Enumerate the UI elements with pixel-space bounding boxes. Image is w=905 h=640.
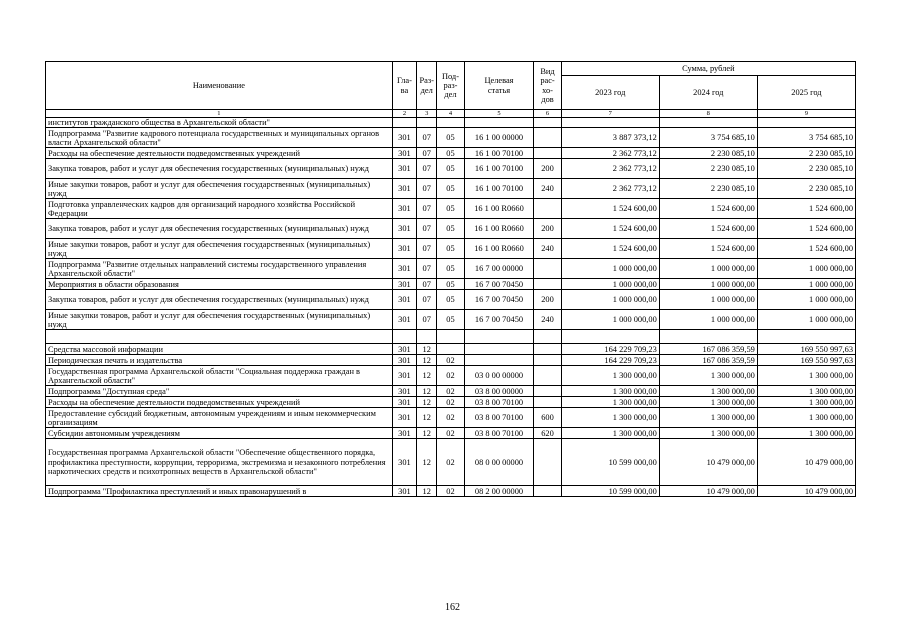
row-subsection: 05 [437,179,464,199]
header-section: Раз- дел [417,62,437,110]
row-subsection: 05 [437,199,464,219]
row-name: Предоставление субсидий бюджетным, автономным учреждениям и иным некоммерческим организациям [46,408,393,428]
row-subsection [437,330,464,344]
row-sum-2024 [659,330,757,344]
row-chapter: 301 [392,239,416,259]
column-number-row [46,110,856,118]
page-number: 162 [445,602,460,613]
row-section: 07 [417,239,437,259]
row-name: Субсидии автономным учреждениям [46,428,393,439]
row-subsection: 05 [437,279,464,290]
row-chapter: 301 [392,199,416,219]
row-section: 07 [417,290,437,310]
row-subsection: 05 [437,290,464,310]
row-expense-type: 200 [534,290,561,310]
table-row [46,428,856,439]
table-row [46,128,856,148]
budget-table [45,61,856,497]
row-expense-type: 620 [534,428,561,439]
row-expense-type [534,386,561,397]
row-subsection: 05 [437,159,464,179]
header-expense-type: Вид рас- хо- дов [534,62,561,110]
row-name: Расходы на обеспечение деятельности подведомственных учреждений [46,148,393,159]
column-number: 8 [659,110,757,118]
row-expense-type: 240 [534,310,561,330]
row-chapter: 301 [392,486,416,497]
row-sum-2023: 1 524 600,00 [561,219,659,239]
table-row [46,279,856,290]
row-sum-2025: 1 524 600,00 [757,239,855,259]
row-subsection: 02 [437,397,464,408]
row-section: 07 [417,259,437,279]
row-subsection: 05 [437,259,464,279]
table-row [46,199,856,219]
header-name: Наименование [46,62,393,110]
row-sum-2025: 2 230 085,10 [757,159,855,179]
row-target-item [464,344,534,355]
row-sum-2023: 1 000 000,00 [561,259,659,279]
row-section [417,118,437,128]
row-sum-2024: 1 000 000,00 [659,310,757,330]
row-name: Государственная программа Архангельской области "Социальная поддержка граждан в Архангельской области" [46,366,393,386]
row-sum-2024: 1 524 600,00 [659,219,757,239]
row-sum-2024: 1 300 000,00 [659,428,757,439]
row-sum-2024: 1 300 000,00 [659,366,757,386]
row-sum-2023: 2 362 773,12 [561,148,659,159]
row-subsection: 02 [437,439,464,486]
row-target-item: 16 7 00 70450 [464,279,534,290]
row-chapter: 301 [392,408,416,428]
row-chapter: 301 [392,148,416,159]
row-expense-type [534,344,561,355]
row-sum-2025: 169 550 997,63 [757,355,855,366]
column-number: 7 [561,110,659,118]
row-name: Закупка товаров, работ и услуг для обеспечения государственных (муниципальных) нужд [46,219,393,239]
row-target-item [464,355,534,366]
row-chapter: 301 [392,355,416,366]
row-name: Государственная программа Архангельской области "Обеспечение общественного порядка, профилактика преступности, коррупции, терроризма, экстремизма и незаконного потребления наркотических средств и психотропных веществ в Архангельской области" [46,439,393,486]
row-section: 07 [417,279,437,290]
row-sum-2024: 2 230 085,10 [659,159,757,179]
row-sum-2024: 1 524 600,00 [659,199,757,219]
row-target-item: 16 1 00 70100 [464,179,534,199]
row-subsection: 02 [437,428,464,439]
row-name: Иные закупки товаров, работ и услуг для обеспечения государственных (муниципальных) нужд [46,239,393,259]
row-sum-2023: 10 599 000,00 [561,439,659,486]
row-target-item: 03 8 00 70100 [464,408,534,428]
row-section: 12 [417,344,437,355]
row-section: 12 [417,408,437,428]
row-sum-2025: 1 300 000,00 [757,428,855,439]
row-chapter [392,118,416,128]
row-sum-2024: 2 230 085,10 [659,179,757,199]
header-year-2024: 2024 год [659,76,757,110]
header-year-2025: 2025 год [757,76,855,110]
row-target-item: 16 1 00 R0660 [464,239,534,259]
row-chapter: 301 [392,439,416,486]
row-expense-type [534,199,561,219]
table-row [46,486,856,497]
row-section: 12 [417,366,437,386]
row-sum-2024: 10 479 000,00 [659,439,757,486]
row-section: 07 [417,148,437,159]
row-name: Иные закупки товаров, работ и услуг для обеспечения государственных (муниципальных) нужд [46,310,393,330]
row-subsection: 02 [437,366,464,386]
column-number: 6 [534,110,561,118]
row-sum-2023: 2 362 773,12 [561,179,659,199]
header-subsection: Под- раз- дел [437,62,464,110]
table-row [46,118,856,128]
row-expense-type [534,366,561,386]
column-number: 1 [46,110,393,118]
row-sum-2023: 10 599 000,00 [561,486,659,497]
row-sum-2025: 1 000 000,00 [757,259,855,279]
row-sum-2023: 1 000 000,00 [561,290,659,310]
table-row [46,239,856,259]
row-section: 07 [417,159,437,179]
table-row [46,386,856,397]
row-name: Закупка товаров, работ и услуг для обеспечения государственных (муниципальных) нужд [46,159,393,179]
row-sum-2023: 164 229 709,23 [561,355,659,366]
row-target-item: 16 1 00 70100 [464,148,534,159]
table-row [46,179,856,199]
row-name: Расходы на обеспечение деятельности подведомственных учреждений [46,397,393,408]
row-expense-type [534,355,561,366]
row-expense-type [534,279,561,290]
header-sum-group: Сумма, рублей [561,62,855,76]
row-subsection: 05 [437,310,464,330]
row-name: Подпрограмма "Развитие кадрового потенциала государственных и муниципальных органов власти Архангельской области" [46,128,393,148]
row-section: 07 [417,199,437,219]
row-chapter: 301 [392,386,416,397]
row-name: Подготовка управленческих кадров для организаций народного хозяйства Российской Федерации [46,199,393,219]
row-sum-2025: 169 550 997,63 [757,344,855,355]
row-sum-2025: 1 300 000,00 [757,397,855,408]
row-subsection: 02 [437,386,464,397]
row-sum-2023: 1 524 600,00 [561,239,659,259]
header-target-item: Целевая статья [464,62,534,110]
row-sum-2025 [757,118,855,128]
table-row [46,439,856,486]
row-expense-type [534,148,561,159]
row-sum-2023: 1 000 000,00 [561,279,659,290]
row-sum-2024: 10 479 000,00 [659,486,757,497]
row-name: Подпрограмма "Профилактика преступлений и иных правонарушений в [46,486,393,497]
row-sum-2024: 1 000 000,00 [659,290,757,310]
row-sum-2025: 10 479 000,00 [757,439,855,486]
row-target-item: 16 1 00 00000 [464,128,534,148]
row-section: 12 [417,355,437,366]
row-target-item: 16 1 00 70100 [464,159,534,179]
table-row [46,148,856,159]
header-year-2023: 2023 год [561,76,659,110]
row-expense-type: 600 [534,408,561,428]
row-expense-type [534,118,561,128]
row-sum-2023: 1 000 000,00 [561,310,659,330]
row-chapter: 301 [392,159,416,179]
row-subsection: 02 [437,355,464,366]
row-target-item [464,118,534,128]
column-number: 4 [437,110,464,118]
row-sum-2025: 1 300 000,00 [757,366,855,386]
row-target-item [464,330,534,344]
row-expense-type [534,128,561,148]
row-sum-2025: 1 000 000,00 [757,279,855,290]
row-sum-2025: 2 230 085,10 [757,179,855,199]
row-target-item: 03 8 00 00000 [464,386,534,397]
row-sum-2025 [757,330,855,344]
row-expense-type [534,330,561,344]
row-chapter: 301 [392,259,416,279]
row-name: Мероприятия в области образования [46,279,393,290]
row-target-item: 16 7 00 00000 [464,259,534,279]
row-sum-2025: 3 754 685,10 [757,128,855,148]
row-target-item: 03 0 00 00000 [464,366,534,386]
row-section: 12 [417,386,437,397]
row-sum-2023: 1 300 000,00 [561,408,659,428]
row-subsection: 05 [437,148,464,159]
row-section: 07 [417,179,437,199]
row-expense-type [534,439,561,486]
row-subsection [437,118,464,128]
row-section: 07 [417,128,437,148]
row-target-item: 08 2 00 00000 [464,486,534,497]
column-number: 2 [392,110,416,118]
row-sum-2025: 1 524 600,00 [757,199,855,219]
table-row [46,366,856,386]
row-expense-type [534,259,561,279]
row-name: Подпрограмма "Доступная среда" [46,386,393,397]
row-chapter [392,330,416,344]
row-target-item: 03 8 00 70100 [464,428,534,439]
table-row [46,355,856,366]
column-number: 3 [417,110,437,118]
table-body [46,118,856,497]
row-subsection: 05 [437,219,464,239]
row-sum-2023: 1 300 000,00 [561,428,659,439]
row-section: 12 [417,439,437,486]
row-chapter: 301 [392,128,416,148]
row-name: институтов гражданского общества в Архангельской области" [46,118,393,128]
row-target-item: 08 0 00 00000 [464,439,534,486]
row-sum-2024: 1 300 000,00 [659,386,757,397]
row-chapter: 301 [392,219,416,239]
row-subsection [437,344,464,355]
column-number: 5 [464,110,534,118]
row-name: Средства массовой информации [46,344,393,355]
row-chapter: 301 [392,428,416,439]
row-name: Закупка товаров, работ и услуг для обеспечения государственных (муниципальных) нужд [46,290,393,310]
row-target-item: 16 7 00 70450 [464,290,534,310]
row-subsection: 02 [437,486,464,497]
row-sum-2025: 1 000 000,00 [757,290,855,310]
row-sum-2024: 167 086 359,59 [659,355,757,366]
row-target-item: 16 1 00 R0660 [464,219,534,239]
row-sum-2025: 2 230 085,10 [757,148,855,159]
row-chapter: 301 [392,279,416,290]
row-sum-2024: 167 086 359,59 [659,344,757,355]
row-sum-2024: 3 754 685,10 [659,128,757,148]
row-section: 12 [417,428,437,439]
row-sum-2023 [561,330,659,344]
row-target-item: 16 7 00 70450 [464,310,534,330]
row-sum-2024 [659,118,757,128]
row-name: Периодическая печать и издательства [46,355,393,366]
row-sum-2024: 1 524 600,00 [659,239,757,259]
row-chapter: 301 [392,397,416,408]
row-section: 07 [417,219,437,239]
table-row [46,159,856,179]
row-section: 12 [417,486,437,497]
row-sum-2025: 1 300 000,00 [757,408,855,428]
table-row [46,330,856,344]
column-number: 9 [757,110,855,118]
table-row [46,259,856,279]
row-sum-2023: 1 300 000,00 [561,366,659,386]
row-expense-type [534,486,561,497]
row-expense-type: 200 [534,219,561,239]
row-sum-2023: 1 300 000,00 [561,386,659,397]
row-sum-2024: 1 300 000,00 [659,397,757,408]
row-sum-2023 [561,118,659,128]
row-subsection: 05 [437,128,464,148]
row-chapter: 301 [392,290,416,310]
row-target-item: 16 1 00 R0660 [464,199,534,219]
header-chapter: Гла- ва [392,62,416,110]
row-section: 12 [417,397,437,408]
row-sum-2025: 1 524 600,00 [757,219,855,239]
row-expense-type: 240 [534,179,561,199]
row-expense-type [534,397,561,408]
table-row [46,310,856,330]
row-sum-2025: 1 000 000,00 [757,310,855,330]
row-subsection: 05 [437,239,464,259]
row-sum-2024: 1 000 000,00 [659,259,757,279]
row-name: Иные закупки товаров, работ и услуг для обеспечения государственных (муниципальных) нужд [46,179,393,199]
row-sum-2023: 3 887 373,12 [561,128,659,148]
row-expense-type: 200 [534,159,561,179]
row-sum-2023: 164 229 709,23 [561,344,659,355]
row-chapter: 301 [392,179,416,199]
row-expense-type: 240 [534,239,561,259]
row-sum-2025: 10 479 000,00 [757,486,855,497]
row-name: Подпрограмма "Развитие отдельных направлений системы государственного управления Архангельской области" [46,259,393,279]
row-chapter: 301 [392,366,416,386]
row-chapter: 301 [392,344,416,355]
row-section [417,330,437,344]
row-sum-2023: 1 524 600,00 [561,199,659,219]
row-chapter: 301 [392,310,416,330]
row-sum-2023: 2 362 773,12 [561,159,659,179]
row-subsection: 02 [437,408,464,428]
table-row [46,219,856,239]
row-sum-2024: 1 000 000,00 [659,279,757,290]
row-sum-2024: 1 300 000,00 [659,408,757,428]
row-sum-2025: 1 300 000,00 [757,386,855,397]
table-row [46,290,856,310]
row-name [46,330,393,344]
row-section: 07 [417,310,437,330]
row-target-item: 03 8 00 70100 [464,397,534,408]
table-row [46,408,856,428]
table-row [46,397,856,408]
row-sum-2023: 1 300 000,00 [561,397,659,408]
row-sum-2024: 2 230 085,10 [659,148,757,159]
table-row [46,344,856,355]
